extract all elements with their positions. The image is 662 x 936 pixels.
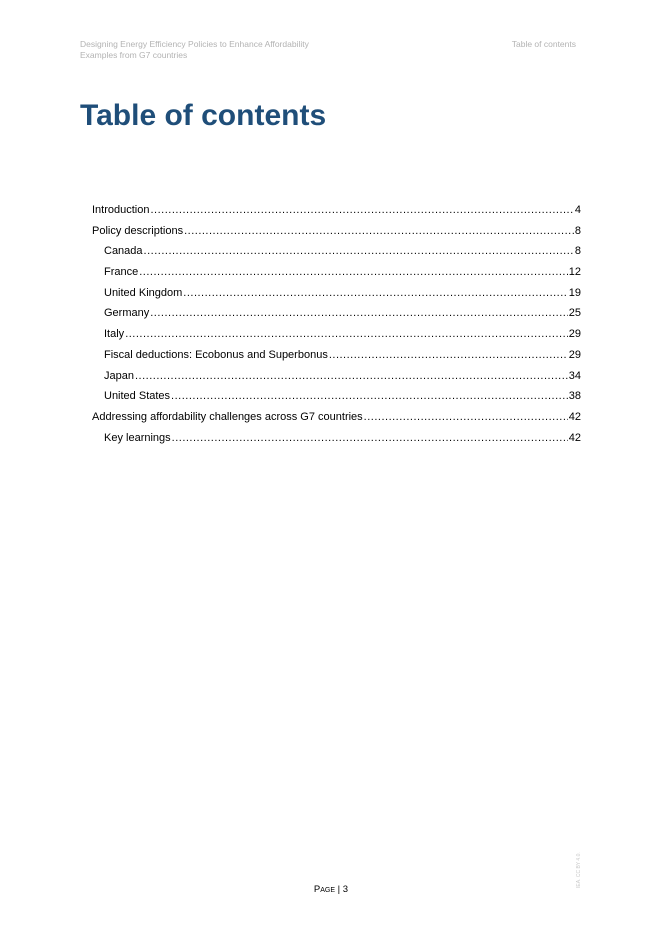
toc-entry-label: Italy xyxy=(104,328,125,341)
toc-entry[interactable] xyxy=(92,241,581,262)
toc-dot-leader xyxy=(135,366,568,387)
toc-dot-leader xyxy=(183,283,567,304)
toc-dot-leader xyxy=(150,303,568,324)
toc-dot-leader xyxy=(150,200,573,221)
toc-dot-leader xyxy=(329,345,568,366)
toc-entry-label: Introduction xyxy=(92,204,150,216)
toc-entry[interactable] xyxy=(92,200,581,221)
toc-dot-leader xyxy=(184,221,574,242)
toc-entry-label: Germany xyxy=(104,307,150,320)
toc-entry-page: 34 xyxy=(568,369,581,382)
toc-entry[interactable] xyxy=(92,303,581,324)
page-separator: | xyxy=(337,884,341,895)
toc-entry-page: 42 xyxy=(568,431,581,444)
toc-entry-label: Policy descriptions xyxy=(92,224,184,237)
toc-entry[interactable] xyxy=(92,386,581,407)
toc-entry-label: United States xyxy=(104,390,171,403)
page-word: Page xyxy=(313,884,336,895)
toc-entry-page: 4 xyxy=(574,204,581,216)
toc-entry-page: 29 xyxy=(568,348,581,361)
toc-entry-page: 42 xyxy=(568,410,581,423)
toc-entry[interactable] xyxy=(92,221,581,242)
toc-dot-leader xyxy=(172,428,568,449)
toc-entry-label: Fiscal deductions: Ecobonus and Superbonus xyxy=(104,348,328,361)
toc-entry[interactable] xyxy=(92,407,581,428)
toc-entry-page: 38 xyxy=(568,390,581,403)
toc-entry-page: 8 xyxy=(574,224,581,237)
page-footer xyxy=(0,884,662,896)
toc-entry-page: 8 xyxy=(574,245,581,258)
toc-entry-page: 19 xyxy=(568,286,581,299)
toc-entry[interactable] xyxy=(92,345,581,366)
toc-entry[interactable] xyxy=(92,283,581,304)
toc-entry[interactable] xyxy=(92,366,581,387)
license-code: IEA. CC BY 4.0. xyxy=(576,852,582,888)
toc-entry-label: France xyxy=(104,266,139,279)
toc-entry[interactable] xyxy=(92,262,581,283)
table-of-contents xyxy=(92,200,581,448)
document-title-line2: Examples from G7 countries xyxy=(80,50,188,60)
toc-entry[interactable] xyxy=(92,428,581,449)
running-header-section: Table of contents xyxy=(511,39,576,49)
toc-entry-label: Key learnings xyxy=(104,431,171,444)
toc-entry-label: Japan xyxy=(104,369,134,382)
toc-entry-page: 29 xyxy=(568,328,581,341)
toc-dot-leader xyxy=(139,262,568,283)
page-number: 3 xyxy=(342,884,349,895)
page-title: Table of contents xyxy=(80,99,327,132)
running-header-title xyxy=(80,39,309,61)
toc-entry-label: United Kingdom xyxy=(104,286,183,299)
document-title-line1: Designing Energy Efficiency Policies to Enhance Affordability xyxy=(80,39,309,49)
toc-entry-page: 25 xyxy=(568,307,581,320)
toc-entry-label: Addressing affordability challenges across G7 countries xyxy=(92,410,363,423)
toc-dot-leader xyxy=(144,241,574,262)
toc-entry-page: 12 xyxy=(568,266,581,279)
toc-entry[interactable] xyxy=(92,324,581,345)
toc-dot-leader xyxy=(171,386,568,407)
toc-entry-label: Canada xyxy=(104,245,143,258)
toc-dot-leader xyxy=(125,324,568,345)
toc-dot-leader xyxy=(364,407,568,428)
